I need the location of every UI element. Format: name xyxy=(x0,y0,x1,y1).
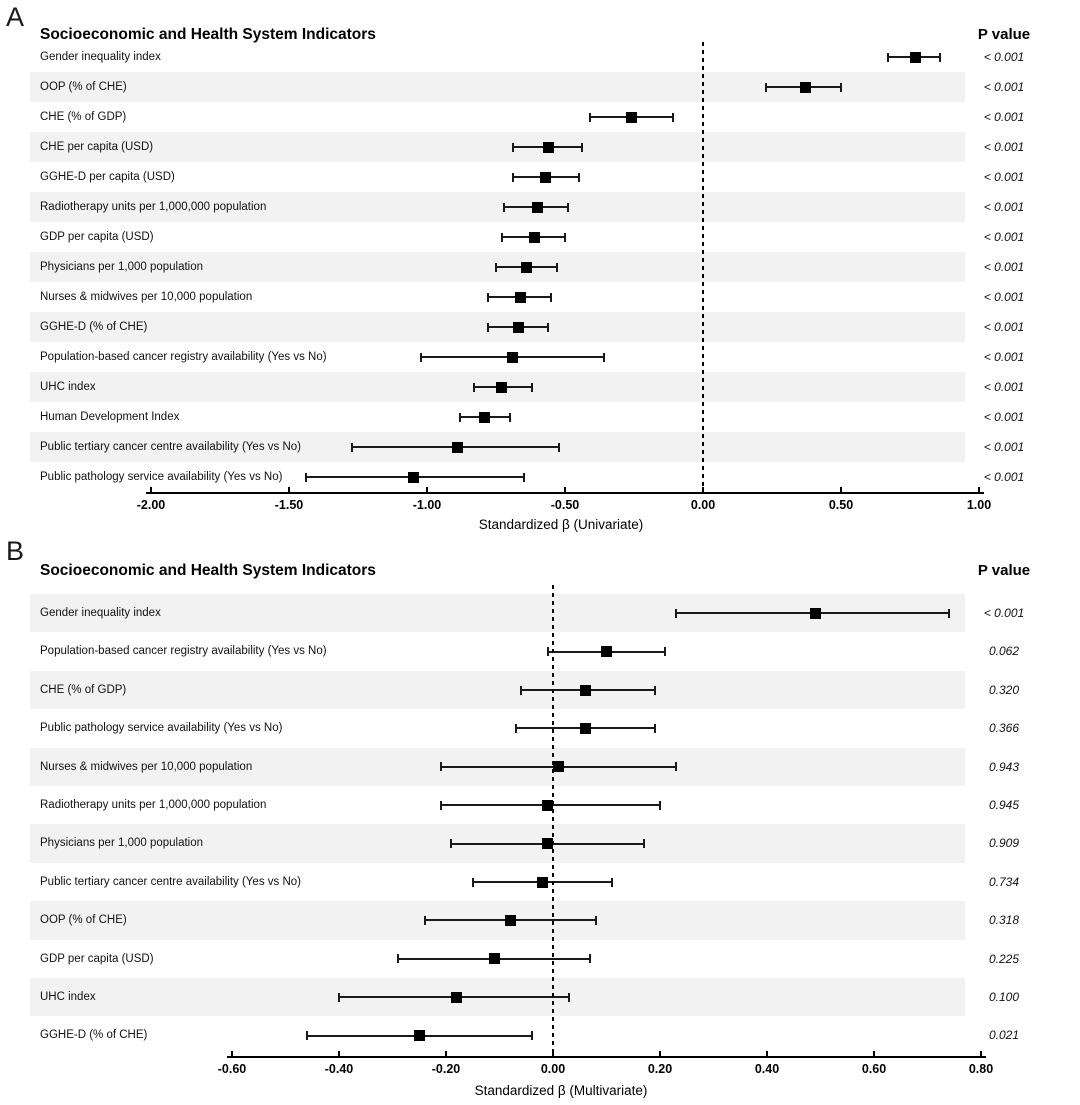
indicator-label: Gender inequality index xyxy=(40,607,161,619)
p-value: < 0.001 xyxy=(983,320,1025,334)
x-axis-tick xyxy=(445,1051,447,1056)
beta-point-marker xyxy=(496,382,507,393)
p-value: 0.100 xyxy=(988,990,1020,1004)
p-value: 0.943 xyxy=(988,759,1020,774)
ci-lower-cap xyxy=(495,263,497,272)
p-value: 0.320 xyxy=(988,682,1020,697)
panel-b-letter: B xyxy=(6,536,25,566)
p-value: 0.366 xyxy=(988,721,1020,736)
x-axis-tick xyxy=(288,487,290,492)
indicator-label: GGHE-D (% of CHE) xyxy=(40,321,148,333)
p-value: 0.021 xyxy=(988,1028,1020,1043)
indicator-label: CHE per capita (USD) xyxy=(40,141,154,153)
indicator-label: Public tertiary cancer centre availability (Yes vs No) xyxy=(40,875,301,888)
ci-lower-cap xyxy=(306,1031,308,1040)
p-value: < 0.001 xyxy=(983,350,1025,364)
beta-point-marker xyxy=(537,877,548,888)
ci-lower-cap xyxy=(520,686,522,695)
ci-lower-cap xyxy=(440,801,442,810)
beta-point-marker xyxy=(532,202,543,213)
x-axis-tick-label: -1.50 xyxy=(274,498,304,512)
ci-upper-cap xyxy=(611,878,613,887)
panel-a-x-axis-title: Standardized β (Univariate) xyxy=(478,517,644,532)
p-value: < 0.001 xyxy=(983,200,1025,214)
x-axis-tick-label: 1.00 xyxy=(966,498,992,512)
ci-upper-cap xyxy=(578,173,580,182)
indicator-label: UHC index xyxy=(40,991,96,1003)
indicator-label: CHE (% of GDP) xyxy=(40,683,127,696)
ci-lower-cap xyxy=(338,993,340,1002)
ci-upper-cap xyxy=(654,724,656,733)
ci-lower-cap xyxy=(515,724,517,733)
panel-a-title: Socioeconomic and Health System Indicators xyxy=(40,26,376,43)
ci-upper-cap xyxy=(675,762,677,771)
p-value: < 0.001 xyxy=(983,380,1025,394)
beta-point-marker xyxy=(580,723,591,734)
beta-point-marker xyxy=(810,608,821,619)
p-value: < 0.001 xyxy=(983,290,1025,304)
beta-point-marker xyxy=(910,52,921,63)
beta-point-marker xyxy=(529,232,540,243)
p-value: 0.909 xyxy=(988,836,1020,851)
ci-upper-cap xyxy=(643,839,645,848)
ci-lower-cap xyxy=(424,916,426,925)
indicator-label: OOP (% of CHE) xyxy=(40,81,127,93)
ci-lower-cap xyxy=(503,203,505,212)
beta-point-marker xyxy=(451,992,462,1003)
beta-point-marker xyxy=(489,953,500,964)
p-value: < 0.001 xyxy=(983,50,1025,64)
panel-a-pvalue-header: P value xyxy=(977,26,1031,43)
ci-lower-cap xyxy=(887,53,889,62)
indicator-label: Radiotherapy units per 1,000,000 population xyxy=(40,201,267,213)
indicator-label: GDP per capita (USD) xyxy=(40,952,154,965)
x-axis-tick xyxy=(978,487,980,492)
ci-lower-cap xyxy=(472,878,474,887)
beta-point-marker xyxy=(479,412,490,423)
ci-upper-cap xyxy=(523,473,525,482)
p-value: < 0.001 xyxy=(983,170,1025,184)
ci-lower-cap xyxy=(547,647,549,656)
indicator-label: GDP per capita (USD) xyxy=(40,231,154,243)
ci-upper-cap xyxy=(654,686,656,695)
ci-lower-cap xyxy=(512,173,514,182)
beta-point-marker xyxy=(626,112,637,123)
ci-upper-cap xyxy=(558,443,560,452)
ci-lower-cap xyxy=(440,762,442,771)
ci-upper-cap xyxy=(948,609,950,618)
indicator-label: OOP (% of CHE) xyxy=(40,914,127,927)
x-axis-tick xyxy=(564,487,566,492)
indicator-label: Public pathology service availability (Yes vs No) xyxy=(40,471,283,483)
ci-upper-cap xyxy=(550,293,552,302)
beta-point-marker xyxy=(515,292,526,303)
ci-lower-cap xyxy=(487,323,489,332)
indicator-label: Radiotherapy units per 1,000,000 population xyxy=(40,799,267,811)
ci-upper-cap xyxy=(509,413,511,422)
p-value: 0.318 xyxy=(988,913,1020,928)
beta-point-marker xyxy=(580,685,591,696)
panel-b-x-axis xyxy=(227,1056,986,1058)
beta-point-marker xyxy=(543,142,554,153)
ci-upper-cap xyxy=(603,353,605,362)
beta-point-marker xyxy=(505,915,516,926)
indicator-label: GGHE-D (% of CHE) xyxy=(40,1029,148,1042)
x-axis-tick xyxy=(980,1051,982,1056)
x-axis-tick xyxy=(338,1051,340,1056)
ci-lower-cap xyxy=(420,353,422,362)
panel-b-pvalue-header: P value xyxy=(977,562,1031,579)
x-axis-tick xyxy=(552,1051,554,1056)
ci-lower-cap xyxy=(305,473,307,482)
indicator-label: Physicians per 1,000 population xyxy=(40,261,204,273)
beta-point-marker xyxy=(553,761,564,772)
row-stripe xyxy=(30,671,965,709)
indicator-label: UHC index xyxy=(40,381,96,393)
indicator-label: Public tertiary cancer centre availability (Yes vs No) xyxy=(40,441,301,453)
ci-upper-cap xyxy=(939,53,941,62)
panel-b-zero-reference-line xyxy=(552,585,554,1056)
ci-upper-cap xyxy=(567,203,569,212)
x-axis-tick-label: -2.00 xyxy=(136,498,166,512)
panel-a-zero-reference-line xyxy=(702,42,704,492)
panel-a-letter: A xyxy=(6,2,25,32)
beta-point-marker xyxy=(521,262,532,273)
ci-lower-cap xyxy=(512,143,514,152)
ci-upper-cap xyxy=(531,1031,533,1040)
panel-a-x-axis xyxy=(146,492,984,494)
p-value: < 0.001 xyxy=(983,230,1025,244)
panel-b-x-axis-title: Standardized β (Multivariate) xyxy=(474,1083,648,1098)
indicator-label: Nurses & midwives per 10,000 population xyxy=(40,760,253,773)
x-axis-tick-label: 0.50 xyxy=(828,498,854,512)
p-value: < 0.001 xyxy=(983,410,1025,424)
ci-lower-cap xyxy=(351,443,353,452)
indicator-label: Population-based cancer registry availability (Yes vs No) xyxy=(40,351,327,363)
indicator-label: Physicians per 1,000 population xyxy=(40,837,204,850)
p-value: < 0.001 xyxy=(983,440,1025,454)
beta-point-marker xyxy=(800,82,811,93)
p-value: < 0.001 xyxy=(983,140,1025,154)
x-axis-tick xyxy=(231,1051,233,1056)
beta-point-marker xyxy=(507,352,518,363)
ci-lower-cap xyxy=(487,293,489,302)
ci-upper-cap xyxy=(595,916,597,925)
x-axis-tick-label: -0.20 xyxy=(431,1062,461,1076)
ci-lower-cap xyxy=(765,83,767,92)
indicator-label: GGHE-D per capita (USD) xyxy=(40,171,175,183)
x-axis-tick-label: 0.00 xyxy=(690,498,716,512)
ci-lower-cap xyxy=(397,954,399,963)
x-axis-tick xyxy=(150,487,152,492)
beta-point-marker xyxy=(452,442,463,453)
beta-point-marker xyxy=(414,1030,425,1041)
panel-b-title: Socioeconomic and Health System Indicators xyxy=(40,562,376,579)
beta-point-marker xyxy=(408,472,419,483)
p-value: < 0.001 xyxy=(983,110,1025,124)
p-value: < 0.001 xyxy=(983,606,1025,620)
p-value: 0.225 xyxy=(988,951,1020,966)
ci-upper-cap xyxy=(531,383,533,392)
p-value: 0.062 xyxy=(988,644,1020,659)
x-axis-tick-label: 0.60 xyxy=(861,1062,887,1076)
x-axis-tick xyxy=(873,1051,875,1056)
ci-upper-cap xyxy=(568,993,570,1002)
ci-lower-cap xyxy=(450,839,452,848)
ci-lower-cap xyxy=(675,609,677,618)
x-axis-tick-label: 0.40 xyxy=(754,1062,780,1076)
ci-upper-cap xyxy=(672,113,674,122)
x-axis-tick-label: -0.50 xyxy=(550,498,580,512)
beta-point-marker xyxy=(513,322,524,333)
ci-upper-cap xyxy=(659,801,661,810)
indicator-label: CHE (% of GDP) xyxy=(40,111,127,123)
x-axis-tick xyxy=(766,1051,768,1056)
x-axis-tick xyxy=(702,487,704,492)
ci-upper-cap xyxy=(581,143,583,152)
indicator-label: Population-based cancer registry availability (Yes vs No) xyxy=(40,645,327,658)
x-axis-tick xyxy=(659,1051,661,1056)
x-axis-tick xyxy=(840,487,842,492)
x-axis-tick xyxy=(426,487,428,492)
ci-upper-cap xyxy=(547,323,549,332)
x-axis-tick-label: -1.00 xyxy=(412,498,442,512)
x-axis-tick-label: -0.60 xyxy=(217,1062,247,1076)
ci-lower-cap xyxy=(473,383,475,392)
ci-lower-cap xyxy=(589,113,591,122)
ci-lower-cap xyxy=(459,413,461,422)
x-axis-tick-label: -0.40 xyxy=(324,1062,354,1076)
p-value: 0.945 xyxy=(988,798,1020,812)
ci-upper-cap xyxy=(589,954,591,963)
row-stripe xyxy=(30,132,965,162)
beta-point-marker xyxy=(601,646,612,657)
indicator-label: Public pathology service availability (Yes vs No) xyxy=(40,722,283,735)
ci-upper-cap xyxy=(564,233,566,242)
x-axis-tick-label: 0.80 xyxy=(968,1062,994,1076)
indicator-label: Human Development Index xyxy=(40,411,180,423)
ci-upper-cap xyxy=(556,263,558,272)
indicator-label: Nurses & midwives per 10,000 population xyxy=(40,291,253,303)
x-axis-tick-label: 0.00 xyxy=(540,1062,566,1076)
p-value: < 0.001 xyxy=(983,470,1025,484)
ci-upper-cap xyxy=(664,647,666,656)
beta-point-marker xyxy=(540,172,551,183)
ci-upper-cap xyxy=(840,83,842,92)
p-value: 0.734 xyxy=(988,874,1020,889)
indicator-label: Gender inequality index xyxy=(40,51,161,63)
ci-lower-cap xyxy=(501,233,503,242)
p-value: < 0.001 xyxy=(983,80,1025,94)
x-axis-tick-label: 0.20 xyxy=(647,1062,673,1076)
p-value: < 0.001 xyxy=(983,260,1025,274)
